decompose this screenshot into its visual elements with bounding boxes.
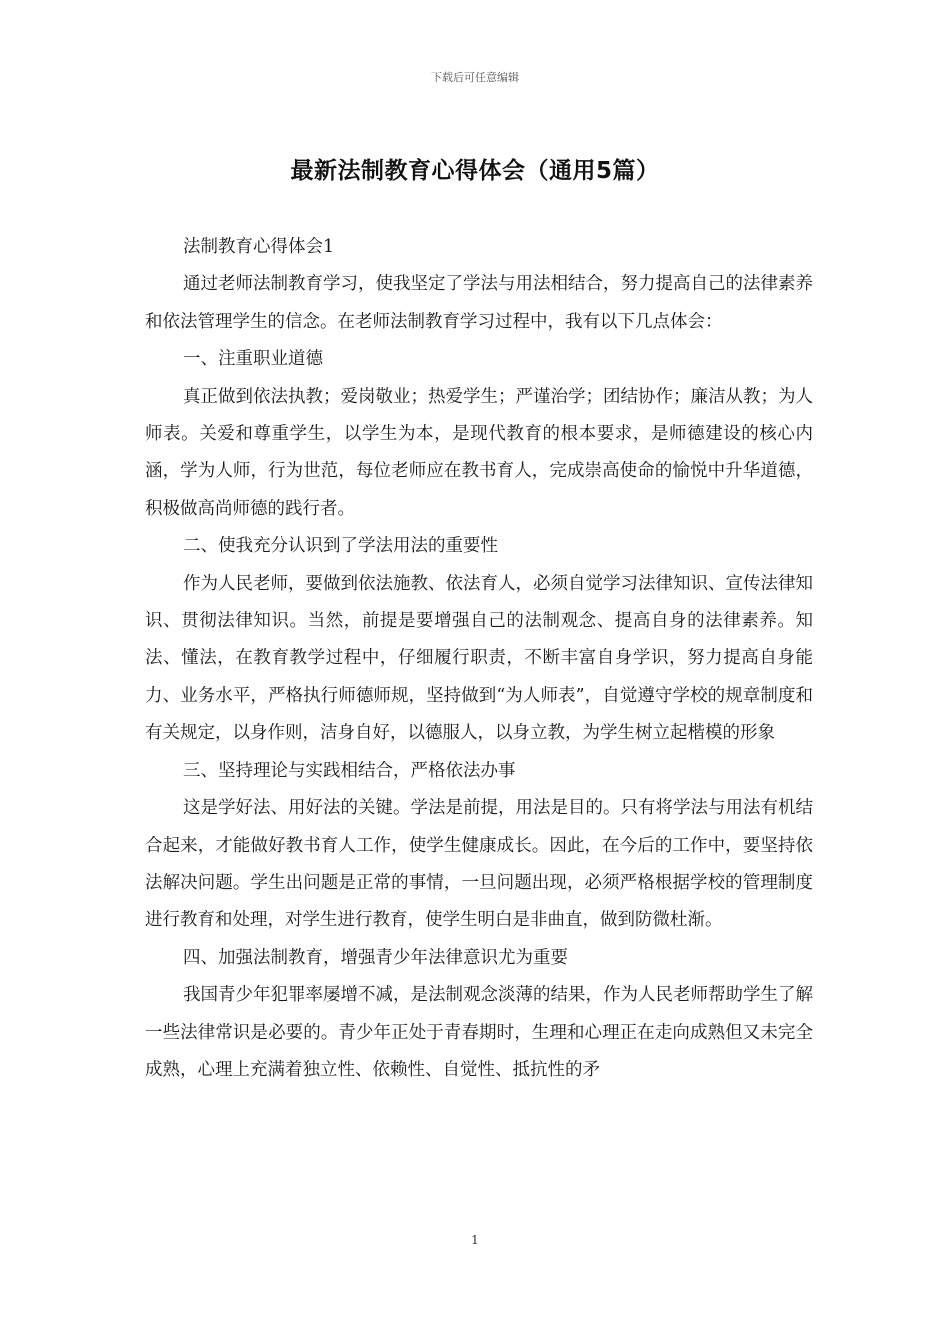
section-heading: 四、加强法制教育，增强青少年法律意识尤为重要 [183,947,568,968]
section-heading: 三、坚持理论与实践相结合，严格依法办事 [183,760,516,781]
section-heading: 一、注重职业道德 [183,349,323,370]
paragraph: 我国青少年犯罪率屡增不减，是法制观念淡薄的结果，作为人民老师帮助学生了解一些法律常识是必要的。青少年正处于青春期时，生理和心理正在走向成熟但又未完全成熟，心理上充满着独立性、依赖性、自觉性、抵抗性的矛 [145,985,813,1080]
page-number: 1 [471,1233,479,1247]
document-title: 最新法制教育心得体会（通用5篇） [290,158,660,184]
header-note: 下载后可任意编辑 [431,71,519,84]
document-body [145,229,813,1089]
paragraph: 作为人民老师，要做到依法施教、依法育人，必须自觉学习法律知识、宣传法律知识、贯彻法律知识。当然，前提是要增强自己的法制观念、提高自身的法律素养。知法、懂法，在教育教学过程中，仔细履行职责，不断丰富自身学识，努力提高自身能力、业务水平，严格执行师德师规，坚持做到“为人师表”，自觉遵守学校的规章制度和有关规定，以身作则，洁身自好，以德服人，以身立教，为学生树立起楷模的形象 [145,573,813,744]
paragraph: 真正做到依法执教；爱岗敬业；热爱学生；严谨治学；团结协作；廉洁从教；为人师表。关爱和尊重学生，以学生为本，是现代教育的根本要求，是师德建设的核心内涵，学为人师，行为世范，每位老师应在教书育人，完成崇高使命的愉悦中升华道德，积极做高尚师德的践行者。 [145,386,813,519]
paragraph: 通过老师法制教育学习，使我坚定了学法与用法相结合，努力提高自己的法律素养和依法管理学生的信念。在老师法制教育学习过程中，我有以下几点体会： [145,274,813,332]
paragraph: 这是学好法、用好法的关键。学法是前提，用法是目的。只有将学法与用法有机结合起来，才能做好教书育人工作，使学生健康成长。因此，在今后的工作中，要坚持依法解决问题。学生出问题是正常的事情，一旦问题出现，必须严格根据学校的管理制度进行教育和处理，对学生进行教育，使学生明白是非曲直，做到防微杜渐。 [145,798,813,931]
section-heading: 法制教育心得体会1 [183,237,335,257]
section-heading: 二、使我充分认识到了学法用法的重要性 [183,536,498,557]
